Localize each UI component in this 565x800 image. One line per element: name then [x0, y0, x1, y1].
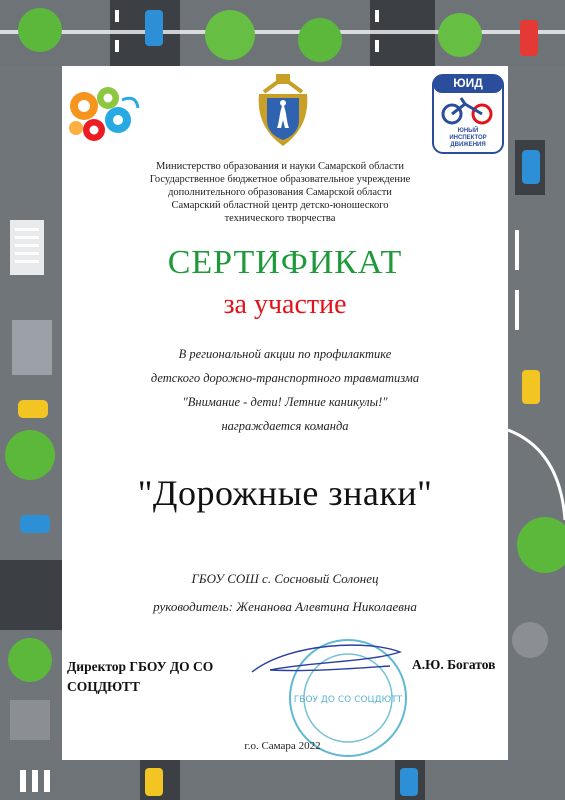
director-title-line-1: Директор ГБОУ ДО СО — [67, 659, 214, 674]
school-block — [80, 565, 490, 621]
yuid-logo — [432, 74, 504, 154]
director-title-line-2: СОЦДЮТТ — [67, 679, 140, 694]
certificate-title: СЕРТИФИКАТ — [167, 244, 403, 281]
award-line-3: "Внимание - дети! Летние каникулы!" — [182, 395, 388, 409]
team-name: "Дорожные знаки" — [137, 473, 433, 513]
award-description — [80, 342, 490, 438]
samara-coat-of-arms-icon — [254, 72, 312, 150]
award-line-4: награждается команда — [221, 419, 349, 433]
issuer-line-3: дополнительного образования Самарской области — [168, 187, 392, 198]
director-name: А.Ю. Богатов — [412, 657, 496, 672]
gears-logo — [62, 80, 142, 150]
issuer-line-4: Самарский областной центр детско-юношеского — [171, 200, 389, 211]
certificate-subtitle: за участие — [223, 289, 347, 320]
yuid-abbr: ЮИД — [453, 76, 483, 90]
award-line-1: В региональной акции по профилактике — [178, 347, 392, 361]
stamp-text: ГБОУ ДО СО СОЦДЮТТ — [293, 695, 403, 705]
yuid-line-1: ЮНЫЙ — [457, 128, 479, 134]
award-line-2: детского дорожно-транспортного травматизма — [150, 371, 420, 385]
city-year: г.о. Самара 2022 — [244, 740, 321, 752]
issuer-line-1: Министерство образования и науки Самарской области — [156, 161, 404, 172]
team-leader: руководитель: Женанова Алевтина Николаевна — [153, 599, 417, 614]
yuid-line-3: ДВИЖЕНИЯ — [450, 142, 486, 148]
yuid-line-2: ИНСПЕКТОР — [449, 135, 487, 141]
issuer-line-5: технического творчества — [224, 213, 336, 224]
issuer-line-2: Государственное бюджетное образовательное учреждение — [149, 174, 411, 185]
issuer-block — [120, 160, 440, 225]
school-name: ГБОУ СОШ с. Сосновый Солонец — [191, 571, 379, 586]
director-title — [67, 657, 267, 697]
